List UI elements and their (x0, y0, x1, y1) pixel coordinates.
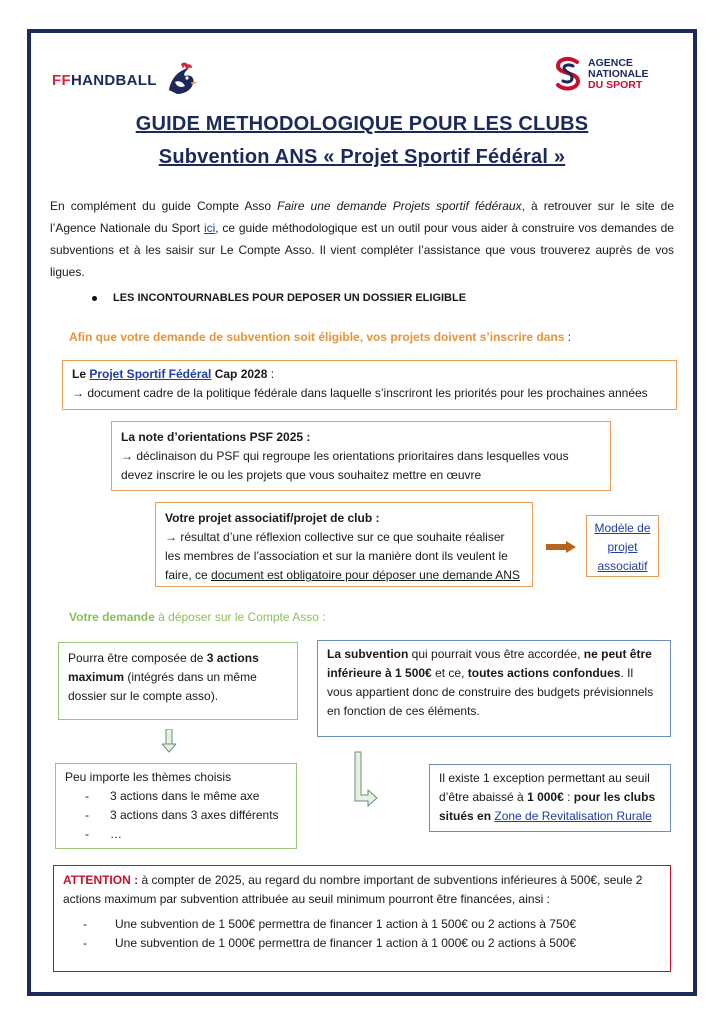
logo-ff-part1: FF (52, 71, 71, 89)
ans-logo (553, 56, 648, 92)
exc-b2: pour les clubs situés en (439, 790, 656, 823)
eligibility-line (69, 330, 571, 344)
arrow-down-icon (162, 729, 176, 753)
intro-link-ici[interactable]: ici (203, 221, 216, 235)
attention-item: - Une subvention de 1 000€ permettra de financer 1 action à 1 000€ ou 2 actions à 500€ (63, 934, 661, 953)
subv-t2: et ce, (431, 666, 468, 680)
projet-associatif-box (155, 502, 533, 587)
demande-line (69, 610, 326, 624)
projet-underline: document est obligatoire pour déposer une demande ANS (211, 568, 520, 582)
exc-t1: Il existe 1 exception permettant au seuil d’être abaissé à (439, 771, 650, 804)
projet-text: → résultat d’une réflexion collective sur ce que souhaite réaliser les membres de l’association et sur la manière dont ils veulent le faire, ce (165, 530, 508, 582)
ffhandball-logo (52, 60, 201, 100)
actions-b1: 3 actions maximum (68, 651, 259, 684)
attention-item: - Une subvention de 1 500€ permettra de financer 1 action à 1 500€ ou 2 actions à 750€ (63, 915, 661, 934)
subvention-box (317, 640, 671, 737)
psf-bold-suffix: Cap 2028 (211, 367, 268, 381)
projet-heading: Votre projet associatif/projet de club : (165, 511, 380, 525)
intro-part2: , à retrouver sur le site de l’Agence Nationale du Sport (50, 199, 675, 235)
page-title: GUIDE METHODOLOGIQUE POUR LES CLUBS (135, 113, 589, 135)
exc-b1: 1 000€ (527, 790, 564, 804)
demande-bold: Votre demande (69, 610, 155, 624)
subv-b1: La subvention (327, 647, 409, 661)
eligibility-text: Afin que votre demande de subvention soit éligible, vos projets doivent s’inscrire dans (69, 330, 565, 344)
subv-b2: ne peut être inférieure à 1 500€ (327, 647, 652, 680)
intro-italic: Faire une demande Projets sportif fédéraux (277, 199, 522, 213)
arrow-right-icon (546, 541, 576, 553)
note-heading: La note d’orientations PSF 2025 : (121, 430, 311, 444)
demande-rest: à déposer sur le Compte Asso : (154, 610, 326, 624)
intro-part3: , ce guide méthodologique est un outil pour vous aider à construire vos demandes de subventions et à les saisir sur Le Compte Asso. Il vient compléter l’assistance que vous trouverez auprès de vos ligues. (50, 221, 674, 279)
bullet-icon (92, 296, 97, 301)
psf-colon: : (267, 367, 275, 381)
exc-t2: : (563, 790, 574, 804)
modele-box (586, 515, 659, 577)
themes-box (55, 763, 297, 849)
modele-link[interactable]: Modèle de projet associatif (594, 521, 651, 573)
logo-ff-part2: HANDBALL (70, 71, 157, 89)
subv-t1: qui pourrait vous être accordée, (408, 647, 584, 661)
note-orientations-box (111, 421, 611, 491)
themes-item: - 3 actions dans 3 axes différents (65, 806, 287, 825)
actions-t1: Pourra être composée de (68, 651, 207, 665)
attention-text: à compter de 2025, au regard du nombre important de subventions inférieures à 500€, seule 2 actions maximum par subvention attribuée au seuil minimum pourront être financées, ainsi : (63, 873, 643, 906)
section-heading-text: LES INCONTOURNABLES POUR DEPOSER UN DOSSIER ELIGIBLE (113, 292, 467, 304)
subv-b3: toutes actions confondues (467, 666, 621, 680)
actions-box (58, 642, 298, 720)
ans-line1: AGENCE (588, 56, 633, 69)
ans-logo-text (588, 58, 648, 91)
bent-arrow-icon (352, 751, 378, 807)
ans-line3: DU SPORT (588, 78, 643, 91)
psf-box (62, 360, 677, 410)
psf-text: → document cadre de la politique fédérale dans laquelle s’inscriront les priorités pour les prochaines années (72, 386, 648, 400)
zrr-link[interactable]: Zone de Revitalisation Rurale (494, 809, 652, 823)
note-text: → déclinaison du PSF qui regroupe les orientations prioritaires dans lesquelles vous devez inscrire le ou les projets que vous souhaitez mettre en œuvre (121, 449, 569, 482)
attention-list (63, 915, 661, 953)
ans-line2: NATIONALE (588, 67, 649, 80)
ans-s-icon (553, 56, 583, 92)
themes-item: - 3 actions dans le même axe (65, 787, 287, 806)
themes-list (65, 787, 287, 844)
intro-part1: En complément du guide Compte Asso (50, 199, 278, 213)
exception-box (429, 764, 671, 832)
eligibility-suffix: : (564, 330, 572, 344)
psf-prefix: Le (72, 367, 90, 381)
attention-label: ATTENTION : (63, 873, 139, 887)
section-heading (92, 292, 466, 304)
rooster-icon (161, 60, 201, 100)
themes-heading: Peu importe les thèmes choisis (65, 770, 232, 784)
psf-link[interactable]: Projet Sportif Fédéral (89, 367, 212, 381)
attention-box (53, 865, 671, 972)
themes-item: - … (65, 825, 287, 844)
page-subtitle: Subvention ANS « Projet Sportif Fédéral » (158, 146, 566, 168)
actions-t2: (intégrés dans un même dossier sur le compte asso). (68, 670, 257, 703)
intro-paragraph (50, 195, 674, 283)
subv-t3: . Il vous appartient donc de construire des budgets prévisionnels en fonction de ces éléments. (327, 666, 654, 718)
